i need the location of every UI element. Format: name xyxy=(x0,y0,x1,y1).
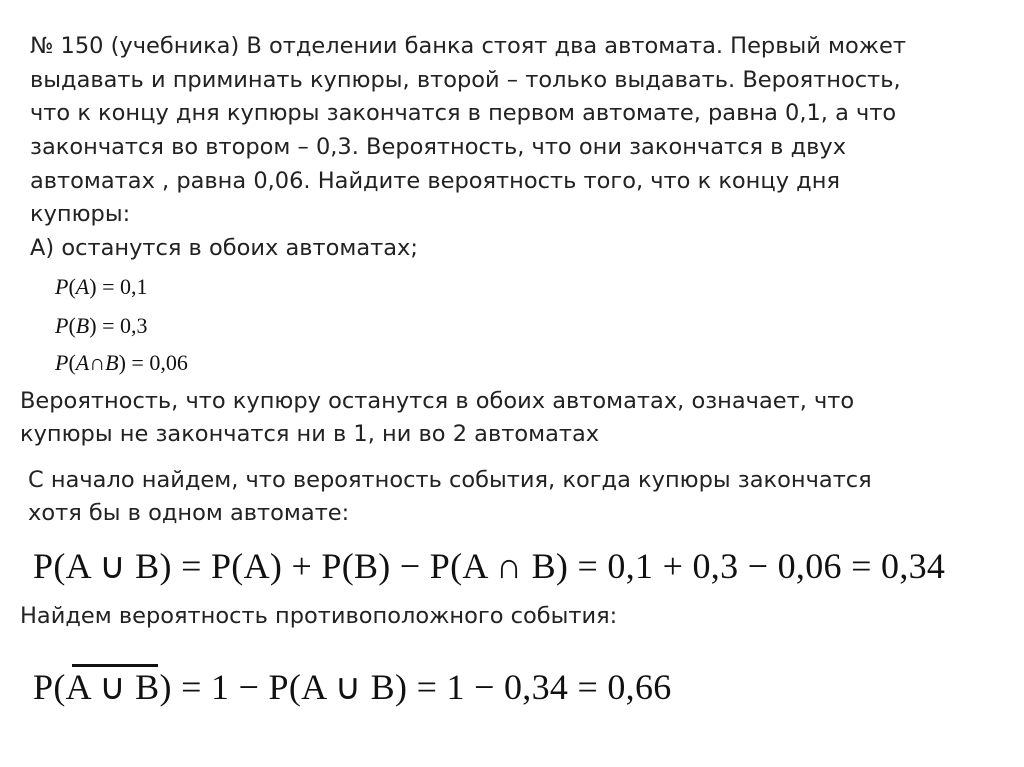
explanation-line-2: купюры не закончатся ни в 1, ни во 2 автоматах xyxy=(20,421,600,447)
given-pb: P(B) = 0,3 xyxy=(55,313,148,338)
step1-line-2: хотя бы в одном автомате: xyxy=(28,500,350,526)
complement-probability-formula xyxy=(33,666,672,708)
overline-bar xyxy=(72,664,158,667)
union-probability-formula: P(A ∪ B) = P(A) + P(B) − P(A ∩ B) = 0,1 + 0,3 − 0,06 = 0,34 xyxy=(33,546,946,586)
complement-formula-inner: A ∪ B xyxy=(65,667,160,707)
step2-text: Найдем вероятность противоположного события: xyxy=(20,603,618,629)
problem-line-4: закончатся во втором – 0,3. Вероятность, что они закончатся в двух xyxy=(30,134,847,160)
complement-formula-open: P( xyxy=(33,667,66,707)
complement-formula-rest: ) = 1 − P(A ∪ B) = 1 − 0,34 = 0,66 xyxy=(159,667,672,707)
explanation-line-1: Вероятность, что купюру останутся в обоих автоматах, означает, что xyxy=(20,388,855,414)
problem-line-6: купюры: xyxy=(30,201,131,227)
problem-line-2: выдавать и приминать купюры, второй – только выдавать. Вероятность, xyxy=(30,67,901,93)
problem-line-5: автоматах , равна 0,06. Найдите вероятность того, что к концу дня xyxy=(30,168,840,194)
problem-line-3: что к концу дня купюры закончатся в первом автомате, равна 0,1, а что xyxy=(30,100,897,126)
step1-line-1: С начало найдем, что вероятность события, когда купюры закончатся xyxy=(28,467,872,493)
complement-event xyxy=(66,666,160,708)
given-pa: P(A) = 0,1 xyxy=(55,274,148,299)
given-pab: P(A∩B) = 0,06 xyxy=(55,350,188,375)
problem-line-7: А) останутся в обоих автоматах; xyxy=(30,235,418,261)
problem-line-1: № 150 (учебника) В отделении банка стоят два автомата. Первый может xyxy=(30,33,906,59)
